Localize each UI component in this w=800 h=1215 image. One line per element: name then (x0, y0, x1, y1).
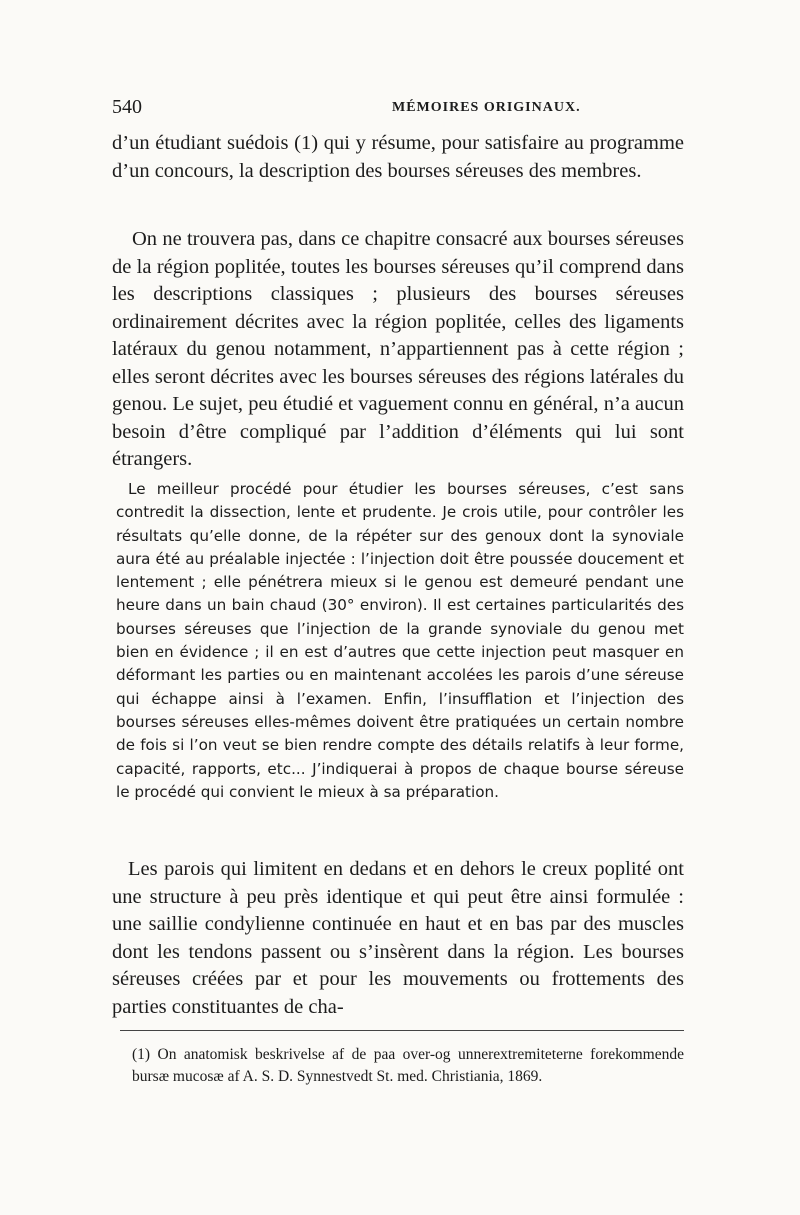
paragraph-continuation (112, 130, 684, 185)
running-header (112, 96, 692, 120)
running-title: MÉMOIRES ORIGINAUX. (392, 100, 581, 115)
paragraph-text: Les parois qui limitent en dedans et en dehors le creux poplité ont une structure à peu près identique et qui peut être ainsi formulée : une saillie condylienne continuée en haut et en bas par des muscles dont les tendons passent ou s’insèrent dans la région. Les bourses séreuses créées par et pour les mouvements ou frottements des parties constituantes de cha- (112, 858, 684, 1018)
paragraph-scope (112, 226, 684, 474)
paragraph-method-small-print (116, 478, 684, 804)
paragraph-walls (112, 856, 684, 1021)
paragraph-text: Le meilleur procédé pour étudier les bourses séreuses, c’est sans contredit la dissection, lente et prudente. Je crois utile, pour contrôler les résultats qu’elle donne, de la répéter sur des genoux dont la synoviale aura été au préalable injectée : l’injection doit être poussée doucement et lentement ; elle pénétrera mieux si le genou est demeuré pendant une heure dans un bain chaud (30° environ). Il est certaines particularités des bourses séreuses que l’injection de la grande synoviale du genou met bien en évidence ; il en est d’autres que cette injection peut masquer en déformant les parties ou en maintenant accolées les parois d’une séreuse qui échappe ainsi à l’examen. Enfin, l’insufflation et l’injection des bourses séreuses elles-mêmes doivent être pratiquées un certain nombre de fois si l’on veut se bien rendre compte des détails relatifs à leur forme, capacité, rapports, etc... J’indiquerai à propos de chaque bourse séreuse le procédé qui convient le mieux à sa préparation. (116, 480, 684, 801)
page-number: 540 (112, 96, 142, 118)
paragraph-text: d’un étudiant suédois (1) qui y résume, pour satisfaire au programme d’un concours, la description des bourses séreuses des membres. (112, 132, 684, 182)
footnote-text: (1) On anatomisk beskrivelse af de paa over-og unnerextremiteterne forekommende bursæ mucosæ af A. S. D. Synnestvedt St. med. Christiania, 1869. (132, 1046, 684, 1085)
footnote (116, 1044, 684, 1088)
paragraph-text: On ne trouvera pas, dans ce chapitre consacré aux bourses séreuses de la région poplitée, toutes les bourses séreuses qu’il comprend dans les descriptions classiques ; plusieurs des bourses séreuses ordinairement décrites avec la région poplitée, celles des ligaments latéraux du genou notamment, n’appartiennent pas à cette région ; elles seront décrites avec les bourses séreuses des régions latérales du genou. Le sujet, peu étudié et vaguement connu en général, n’a aucun besoin d’être compliqué par l’addition d’éléments qui lui sont étrangers. (112, 228, 684, 470)
footnote-divider (120, 1030, 684, 1031)
